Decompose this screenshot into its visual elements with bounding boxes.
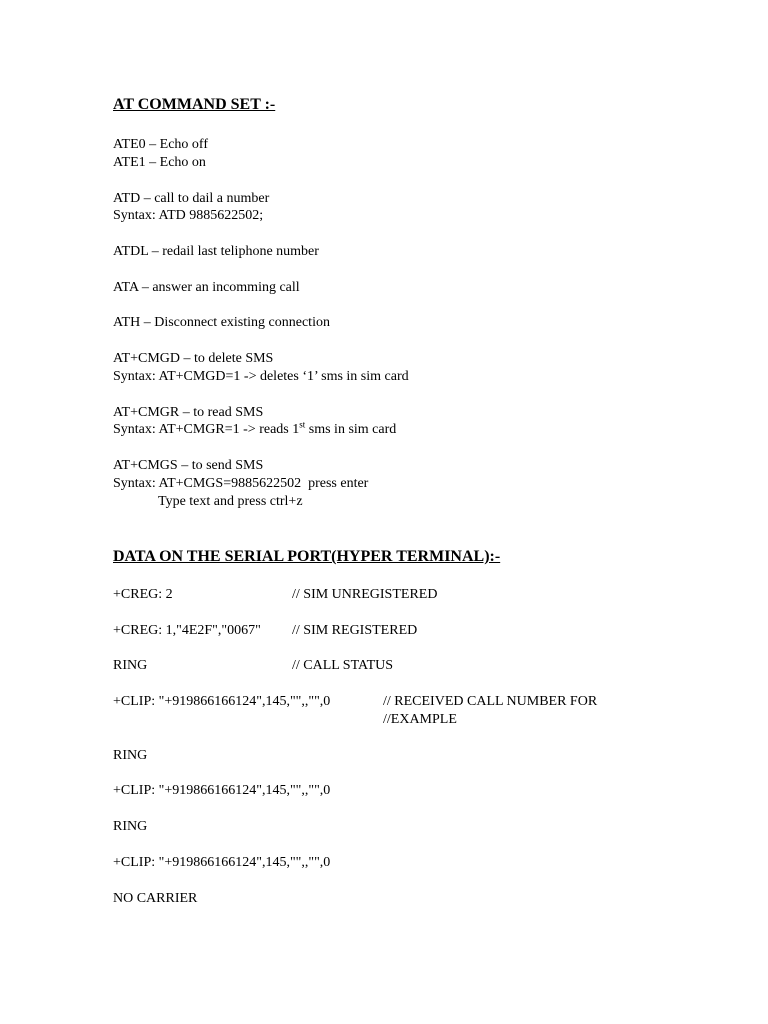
creg1-line: +CREG: 1,"4E2F","0067" — [113, 623, 261, 638]
cmgr-syntax-text: Syntax: AT+CMGR=1 -> reads 1 — [113, 422, 300, 437]
cmgr-line: AT+CMGR – to read SMS — [113, 405, 264, 420]
cmgs-type-line: Type text and press ctrl+z — [158, 494, 303, 509]
creg2-comment: // SIM UNREGISTERED — [292, 587, 438, 602]
ate0-line: ATE0 – Echo off — [113, 137, 208, 152]
ate1-line: ATE1 – Echo on — [113, 155, 206, 170]
ring1-line: RING — [113, 658, 148, 673]
cmgs-line: AT+CMGS – to send SMS — [113, 458, 264, 473]
ring2-line: RING — [113, 748, 148, 763]
clip1-comment-example: //EXAMPLE — [383, 712, 457, 727]
ordinal-suffix: st — [299, 419, 306, 430]
creg1-comment: // SIM REGISTERED — [292, 623, 418, 638]
no-carrier-line: NO CARRIER — [113, 891, 198, 906]
clip1-comment: // RECEIVED CALL NUMBER FOR — [383, 694, 598, 709]
heading-at-command-set: AT COMMAND SET :- — [113, 96, 276, 113]
atd-line: ATD – call to dail a number — [113, 191, 270, 206]
ata-line: ATA – answer an incomming call — [113, 280, 300, 295]
creg2-line: +CREG: 2 — [113, 587, 173, 602]
ring3-line: RING — [113, 819, 148, 834]
cmgd-syntax-line: Syntax: AT+CMGD=1 -> deletes ‘1’ sms in sim card — [113, 369, 409, 384]
clip3-line: +CLIP: "+919866166124",145,"",,"",0 — [113, 855, 331, 870]
atdl-line: ATDL – redail last teliphone number — [113, 244, 319, 259]
cmgr-syntax-tail: sms in sim card — [305, 422, 397, 437]
ath-line: ATH – Disconnect existing connection — [113, 315, 330, 330]
cmgs-syntax-line: Syntax: AT+CMGS=9885622502 press enter — [113, 476, 369, 491]
heading-serial-port: DATA ON THE SERIAL PORT(HYPER TERMINAL):- — [113, 548, 501, 565]
cmgd-line: AT+CMGD – to delete SMS — [113, 351, 274, 366]
cmgr-syntax-line — [113, 421, 396, 438]
clip1-line: +CLIP: "+919866166124",145,"",,"",0 — [113, 694, 331, 709]
atd-syntax-line: Syntax: ATD 9885622502; — [113, 208, 264, 223]
ring1-comment: // CALL STATUS — [292, 658, 394, 673]
clip2-line: +CLIP: "+919866166124",145,"",,"",0 — [113, 783, 331, 798]
